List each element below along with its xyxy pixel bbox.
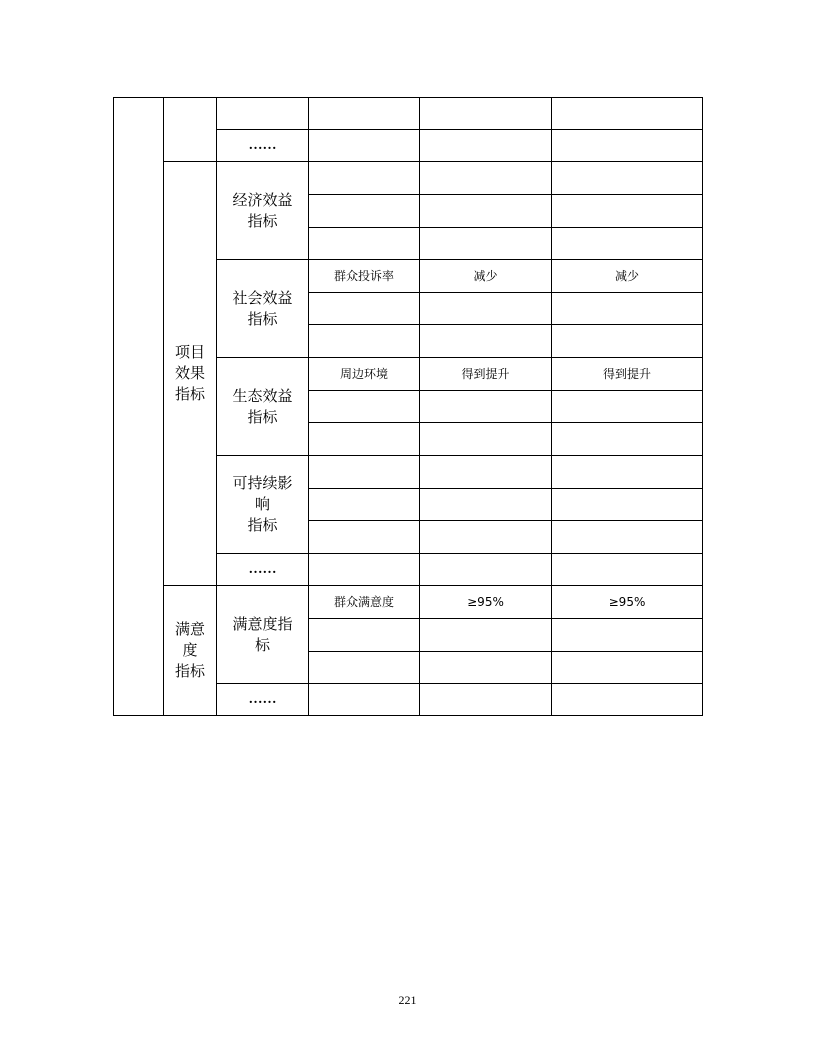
value-cell: 减少 — [473, 269, 498, 283]
group-label-satisfaction: 满意 度 指标 — [174, 620, 205, 680]
indicator-cell: 群众满意度 — [333, 595, 394, 609]
subgroup-label-sustainable: 可持续影 响 指标 — [232, 474, 293, 534]
page-number: 221 — [398, 993, 417, 1007]
ellipsis-cell: …… — [248, 691, 277, 707]
value-cell: 得到提升 — [602, 367, 651, 381]
ellipsis-cell: …… — [248, 137, 277, 153]
subgroup-label-ecological: 生态效益 指标 — [232, 386, 293, 426]
indicator-cell: 群众投诉率 — [333, 269, 394, 283]
indicator-cell: 周边环境 — [339, 367, 388, 381]
group-label-effect: 项目 效果 指标 — [174, 343, 205, 403]
value-cell: ≥95% — [608, 595, 646, 609]
ellipsis-cell: …… — [248, 561, 277, 577]
subgroup-label-economic: 经济效益 指标 — [232, 190, 293, 230]
subgroup-label-social: 社会效益 指标 — [232, 288, 293, 328]
value-cell: ≥95% — [467, 595, 504, 609]
subgroup-label-satisfaction: 满意度指 标 — [232, 614, 293, 654]
value-cell: 得到提升 — [461, 367, 510, 381]
value-cell: 减少 — [614, 269, 639, 283]
